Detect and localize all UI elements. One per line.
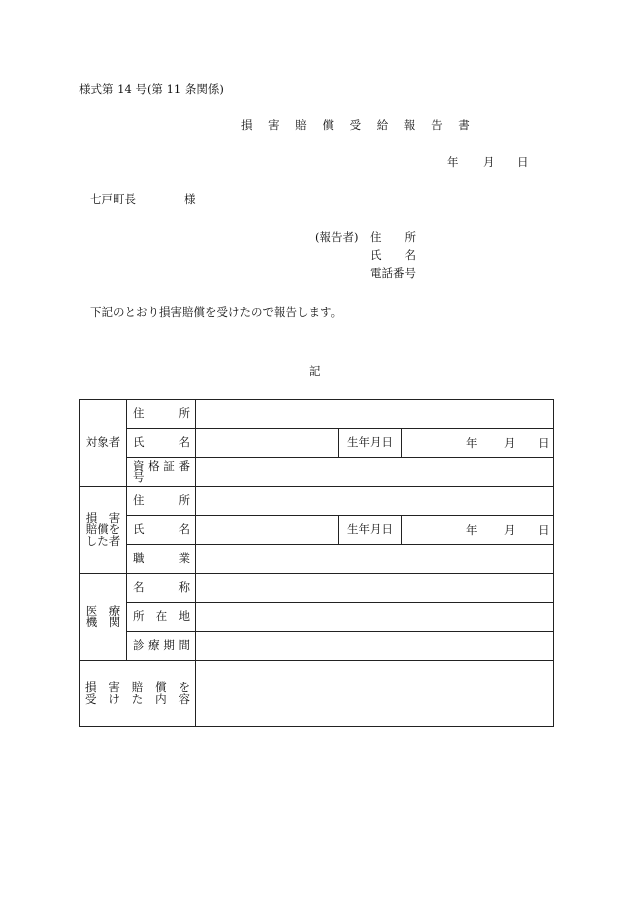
content-field[interactable]	[196, 661, 554, 727]
medical-period-field[interactable]	[196, 632, 554, 661]
medical-location-field[interactable]	[196, 603, 554, 632]
reporter-name-label: 氏 名	[370, 248, 416, 262]
payer-dob-year: 年	[466, 523, 478, 537]
target-cert-field[interactable]	[196, 458, 554, 487]
target-dob-month: 月	[504, 436, 516, 450]
medical-category	[80, 574, 127, 661]
reporter-phone-label: 電話番号	[370, 266, 416, 280]
target-category: 対象者	[80, 400, 127, 487]
payer-dob-month: 月	[504, 523, 516, 537]
payer-name-field[interactable]	[196, 516, 339, 545]
report-table	[79, 399, 554, 727]
target-dob-label: 生年月日	[339, 429, 402, 458]
addressee: 七戸町長	[90, 192, 136, 206]
reporter-label: (報告者)	[315, 230, 359, 244]
payer-category	[80, 487, 127, 574]
payer-category-line1: 損 害	[85, 510, 121, 525]
content-category-line1: 損害賠償を	[85, 680, 190, 694]
payer-category-line3: した者	[85, 533, 121, 548]
medical-location-label: 所在地	[127, 603, 196, 632]
target-cert-label: 資格証番号	[127, 458, 196, 487]
target-address-field[interactable]	[196, 400, 554, 429]
medical-period-label: 診療期間	[127, 632, 196, 661]
date-year-label: 年	[447, 155, 459, 169]
content-category-line2: 受けた内容	[85, 691, 190, 706]
payer-address-label: 住 所	[127, 487, 196, 516]
document-title: 損 害 賠 償 受 給 報 告 書	[241, 118, 476, 132]
payer-occupation-label: 職 業	[127, 545, 196, 574]
target-address-label: 住 所	[127, 400, 196, 429]
reporter-address-label: 住 所	[370, 230, 416, 244]
form-number: 様式第 14 号(第 11 条関係)	[79, 82, 224, 96]
target-name-label: 氏 名	[127, 429, 196, 458]
target-dob-year: 年	[466, 436, 478, 450]
target-dob-field[interactable]	[402, 429, 554, 458]
payer-name-label: 氏 名	[127, 516, 196, 545]
medical-name-label: 名 称	[127, 574, 196, 603]
medical-name-field[interactable]	[196, 574, 554, 603]
target-name-field[interactable]	[196, 429, 339, 458]
content-category	[80, 661, 196, 727]
date-day-label: 日	[517, 155, 529, 169]
payer-occupation-field[interactable]	[196, 545, 554, 574]
target-dob-day: 日	[538, 436, 550, 450]
date-month-label: 月	[483, 155, 495, 169]
payer-dob-label: 生年月日	[339, 516, 402, 545]
medical-category-line2: 機 関	[85, 615, 121, 629]
honorific: 様	[184, 192, 196, 206]
ki-heading: 記	[309, 364, 321, 378]
medical-category-line1: 医 療	[85, 603, 121, 618]
payer-category-line2: 賠償を	[85, 522, 121, 537]
payer-address-field[interactable]	[196, 487, 554, 516]
payer-dob-day: 日	[538, 523, 550, 537]
body-text: 下記のとおり損害賠償を受けたので報告します。	[90, 305, 343, 319]
payer-dob-field[interactable]	[402, 516, 554, 545]
